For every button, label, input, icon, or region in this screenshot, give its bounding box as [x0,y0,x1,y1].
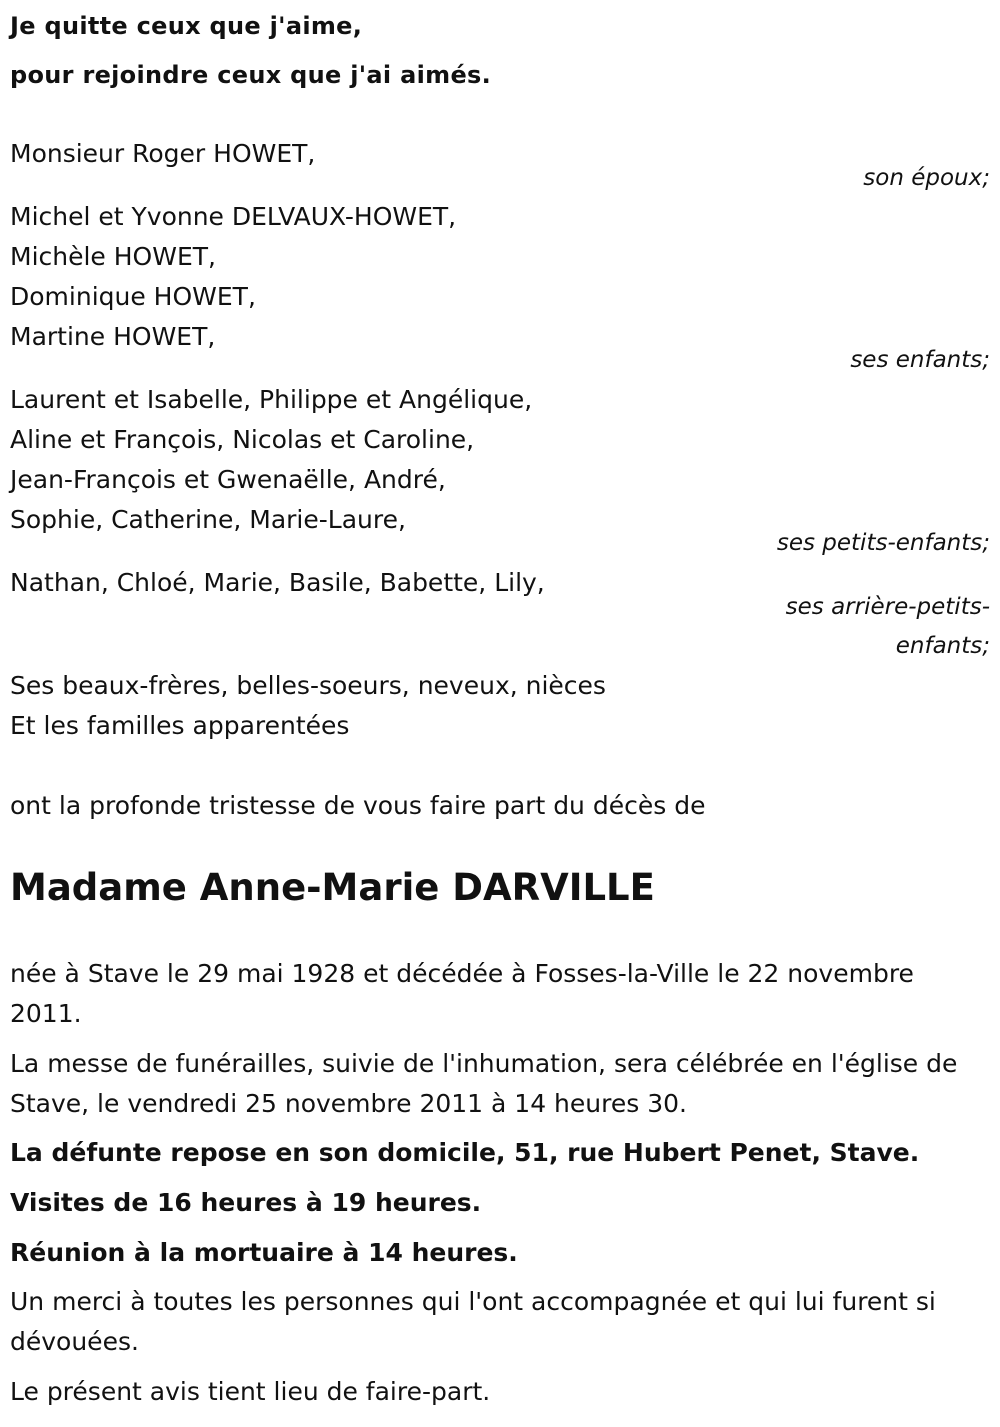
rest-place-text: La défunte repose en son domicile, 51, rue Hubert Penet, Stave. [10,1138,920,1167]
children-role: ses enfants; [850,347,990,373]
great-grandchildren-role-line-2: enfants; [895,633,990,659]
funeral-text: La messe de funérailles, suivie de l'inhumation, sera célébrée en l'église de Stave, le vendredi 25 novembre 2011 à 14 heures 30. [10,1049,958,1118]
child-name: Michèle HOWET, [10,242,216,271]
child-name: Dominique HOWET, [10,282,256,311]
epitaph-line-2: pour rejoindre ceux que j'ai aimés. [10,61,492,89]
spouse-name: Monsieur Roger HOWET, [10,139,316,168]
visits-text: Visites de 16 heures à 19 heures. [10,1188,482,1217]
meeting-text: Réunion à la mortuaire à 14 heures. [10,1238,518,1267]
epitaph-line-1: Je quitte ceux que j'aime, [10,12,363,40]
extended-family-line: Ses beaux-frères, belles-soeurs, neveux, nièces [10,671,606,700]
child-name: Martine HOWET, [10,322,216,351]
notice-text: Le présent avis tient lieu de faire-part. [10,1377,491,1406]
announcement-text: ont la profonde tristesse de vous faire part du décès de [10,791,706,820]
spouse-role: son époux; [863,165,990,191]
extended-family-line: Et les familles apparentées [10,711,350,740]
grandchildren-role: ses petits-enfants; [776,530,990,556]
grandchildren-line: Aline et François, Nicolas et Caroline, [10,425,475,454]
birth-death-text: née à Stave le 29 mai 1928 et décédée à Fosses-la-Ville le 22 novembre 2011. [10,959,914,1028]
child-name: Michel et Yvonne DELVAUX-HOWET, [10,202,457,231]
grandchildren-line: Sophie, Catherine, Marie-Laure, [10,505,406,534]
grandchildren-line: Laurent et Isabelle, Philippe et Angélique, [10,385,533,414]
thanks-text: Un merci à toutes les personnes qui l'ont accompagnée et qui lui furent si dévouées. [10,1287,936,1356]
great-grandchildren-line: Nathan, Chloé, Marie, Basile, Babette, Lily, [10,568,545,597]
grandchildren-line: Jean-François et Gwenaëlle, André, [10,465,446,494]
great-grandchildren-role-line-1: ses arrière-petits- [785,594,990,620]
deceased-name: Madame Anne-Marie DARVILLE [10,866,655,909]
